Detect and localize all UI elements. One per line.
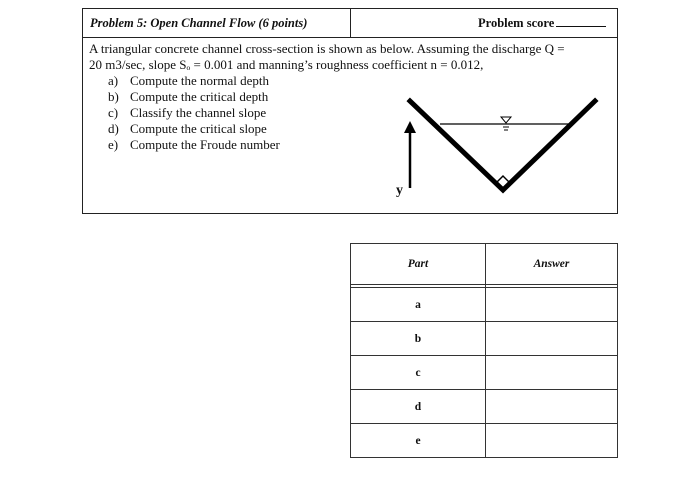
part-cell: d bbox=[351, 390, 486, 424]
task-label: c) bbox=[108, 105, 119, 120]
task-text: Compute the Froude number bbox=[130, 137, 280, 152]
answer-cell[interactable] bbox=[486, 390, 618, 424]
depth-label: y bbox=[396, 183, 403, 198]
table-row bbox=[351, 322, 618, 356]
answer-cell[interactable] bbox=[486, 424, 618, 458]
task-text: Compute the critical depth bbox=[130, 89, 269, 104]
part-cell: b bbox=[351, 322, 486, 356]
task-label: e) bbox=[108, 137, 119, 152]
table-row bbox=[351, 356, 618, 390]
part-cell: a bbox=[351, 288, 486, 322]
table-row bbox=[351, 288, 618, 322]
task-text: Compute the critical slope bbox=[130, 121, 267, 136]
part-column-header: Part bbox=[351, 244, 486, 285]
depth-arrow-head bbox=[404, 121, 416, 133]
table-row bbox=[351, 424, 618, 458]
part-cell: e bbox=[351, 424, 486, 458]
task-text: Classify the channel slope bbox=[130, 105, 267, 120]
answer-table bbox=[350, 243, 618, 458]
answer-column-header: Answer bbox=[486, 244, 618, 285]
part-cell: c bbox=[351, 356, 486, 390]
task-label: b) bbox=[108, 89, 119, 104]
table-row bbox=[351, 390, 618, 424]
statement-line-2: 20 m3/sec, slope Sₒ = 0.001 and manning’s roughness coefficient n = 0.012, bbox=[89, 57, 484, 72]
table-header-row bbox=[351, 244, 618, 285]
task-label: d) bbox=[108, 121, 119, 136]
right-angle-marker bbox=[496, 176, 510, 183]
answer-cell[interactable] bbox=[486, 288, 618, 322]
answer-cell[interactable] bbox=[486, 356, 618, 390]
task-label: a) bbox=[108, 73, 119, 88]
problem-title: Problem 5: Open Channel Flow (6 points) bbox=[90, 16, 308, 30]
statement-line-1: A triangular concrete channel cross-section is shown as below. Assuming the discharge Q = bbox=[89, 41, 565, 56]
answer-cell[interactable] bbox=[486, 322, 618, 356]
water-surface-symbol bbox=[501, 117, 511, 123]
task-text: Compute the normal depth bbox=[130, 73, 270, 88]
score-label-text: Problem score bbox=[478, 16, 555, 30]
